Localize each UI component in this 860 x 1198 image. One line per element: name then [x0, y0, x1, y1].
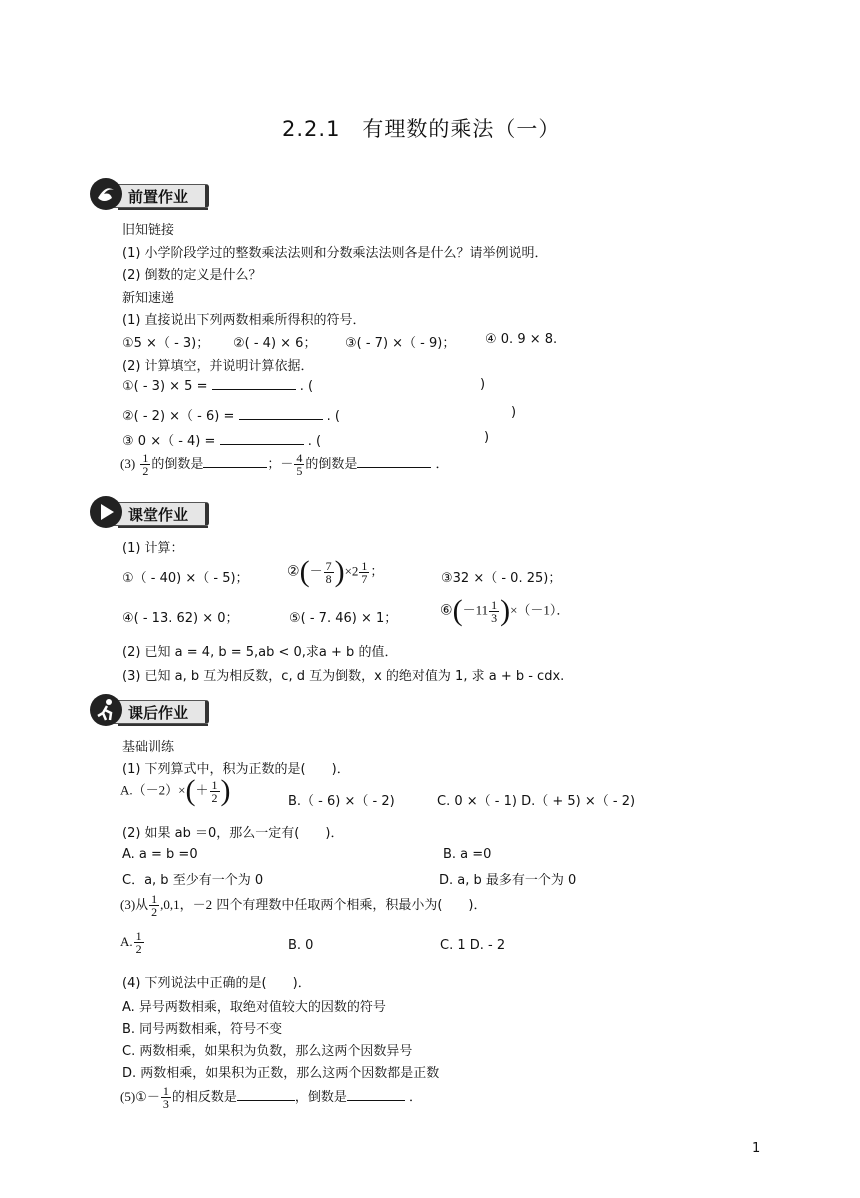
expression: ②( - 2) ×（ - 6) = [122, 409, 235, 424]
option-a: A.（－2）×(＋ $\frac{1}{2}$ ) [120, 774, 231, 807]
reason-close: ) [511, 405, 517, 420]
option-d: D. a, b 最多有一个为 0 [439, 873, 577, 888]
fill-blank-row [122, 405, 340, 424]
reason-close: ) [484, 430, 490, 445]
section-label: 课堂作业 [128, 506, 189, 524]
option-cd: C. 1 D. - 2 [440, 938, 506, 953]
old-knowledge-heading: 旧知链接 [122, 223, 175, 238]
option-c: C．a, b 至少有一个为 0 [122, 873, 264, 888]
play-icon [90, 496, 122, 528]
option-a: A. $\frac{1}{2}$ [120, 929, 142, 956]
question-text: (3)从 $\frac{1}{2}$ ,0,1，－2 四个有理数中任取两个相乘，积最小为( )． [120, 892, 487, 919]
question-text: (2) 倒数的定义是什么？ [122, 268, 262, 283]
basic-training-heading: 基础训练 [122, 740, 175, 755]
question-text: (3) 已知 a, b 互为相反数，c, d 互为倒数，x 的绝对值为 1, 求 a + b - cdx. [122, 669, 565, 684]
fill-blank-row [122, 377, 313, 394]
runner-icon [90, 694, 122, 726]
question-text: (1) 直接说出下列两数相乘所得积的符号． [122, 313, 366, 328]
option-b: B. a =0 [443, 847, 492, 862]
label: 的倒数是 [151, 457, 204, 472]
answer-blank[interactable] [357, 455, 431, 468]
expression: ①( - 3) × 5 = [122, 379, 208, 394]
section-header-class [90, 496, 208, 528]
fraction: $\frac{4}{5}$ [296, 451, 303, 478]
item-number: (3) [120, 456, 136, 471]
sub-question: ④( - 13. 62) × 0； [122, 611, 239, 626]
question-text: (5)①－ $\frac{1}{3}$ 的相反数是 ，倒数是 ． [120, 1084, 423, 1111]
option-c: C. 两数相乘，如果积为负数，那么这两个因数异号 [122, 1044, 413, 1059]
expression: ③ 0 ×（ - 4) = [122, 434, 216, 449]
answer-blank[interactable] [212, 377, 296, 390]
reason-open: . ( [307, 434, 322, 449]
label: ． [435, 457, 449, 472]
question-text: (2) 计算填空，并说明计算依据． [122, 359, 314, 374]
question-text: (1) 小学阶段学过的整数乘法法则和分数乘法法则各是什么？请举例说明． [122, 246, 548, 261]
fraction: $\frac{1}{2}$ [142, 451, 149, 478]
answer-blank[interactable] [220, 432, 304, 445]
sub-question: ①（ - 40) ×（ - 5)； [122, 571, 249, 586]
new-knowledge-heading: 新知速递 [122, 291, 175, 306]
question-text: (2) 已知 a = 4, b = 5,ab < 0,求a + b 的值． [122, 645, 398, 660]
label: ；－ [267, 457, 294, 472]
reciprocal-row [120, 452, 449, 477]
option-b: B.（ - 6) ×（ - 2) [288, 794, 395, 809]
option-a: A. a = b =0 [122, 847, 198, 862]
answer-blank[interactable] [239, 407, 323, 420]
sub-question: ③( - 7) ×（ - 9)； [345, 336, 456, 351]
sub-question: ④ 0. 9 × 8. [485, 332, 558, 347]
page-number: 1 [752, 1141, 761, 1156]
option-cd: C. 0 ×（ - 1) D.（ + 5) ×（ - 2) [437, 794, 636, 809]
option-b: B. 同号两数相乘，符号不变 [122, 1022, 283, 1037]
section-header-pre [90, 178, 208, 210]
page-title: 2.2.1 有理数的乘法（一） [282, 117, 561, 141]
option-a: A. 异号两数相乘，取绝对值较大的因数的符号 [122, 1000, 386, 1015]
fill-blank-row [122, 430, 321, 449]
option-b: B. 0 [288, 938, 314, 953]
sub-question: ⑥(－11 $\frac{1}{3}$ )×（－1）． [440, 594, 570, 627]
section-label: 前置作业 [128, 188, 189, 206]
sub-question: ③32 ×（ - 0. 25)； [441, 571, 562, 586]
label: 的倒数是 [305, 457, 358, 472]
question-text: (4) 下列说法中正确的是( )． [122, 976, 311, 991]
sub-question: ①5 ×（ - 3)； [122, 336, 210, 351]
reason-open: . ( [299, 379, 314, 394]
sub-question: ②( - 4) × 6； [233, 336, 317, 351]
section-header-post [90, 694, 208, 726]
reason-close: ) [480, 377, 486, 392]
question-text: (1) 下列算式中，积为正数的是( )． [122, 762, 350, 777]
section-label: 课后作业 [128, 704, 189, 722]
reason-open: . ( [326, 409, 340, 424]
option-d: D. 两数相乘，如果积为正数，那么这两个因数都是正数 [122, 1066, 440, 1081]
answer-blank[interactable] [203, 455, 267, 468]
swirl-icon [90, 178, 122, 210]
sub-question: ⑤( - 7. 46) × 1； [289, 611, 398, 626]
question-text: (1) 计算： [122, 541, 184, 556]
answer-blank[interactable] [347, 1088, 405, 1101]
answer-blank[interactable] [237, 1088, 295, 1101]
sub-question: ②(－ $\frac{7}{8}$ )×2 $\frac{1}{7}$ ； [287, 555, 384, 588]
question-text: (2) 如果 ab ＝0，那么一定有( )． [122, 826, 344, 841]
